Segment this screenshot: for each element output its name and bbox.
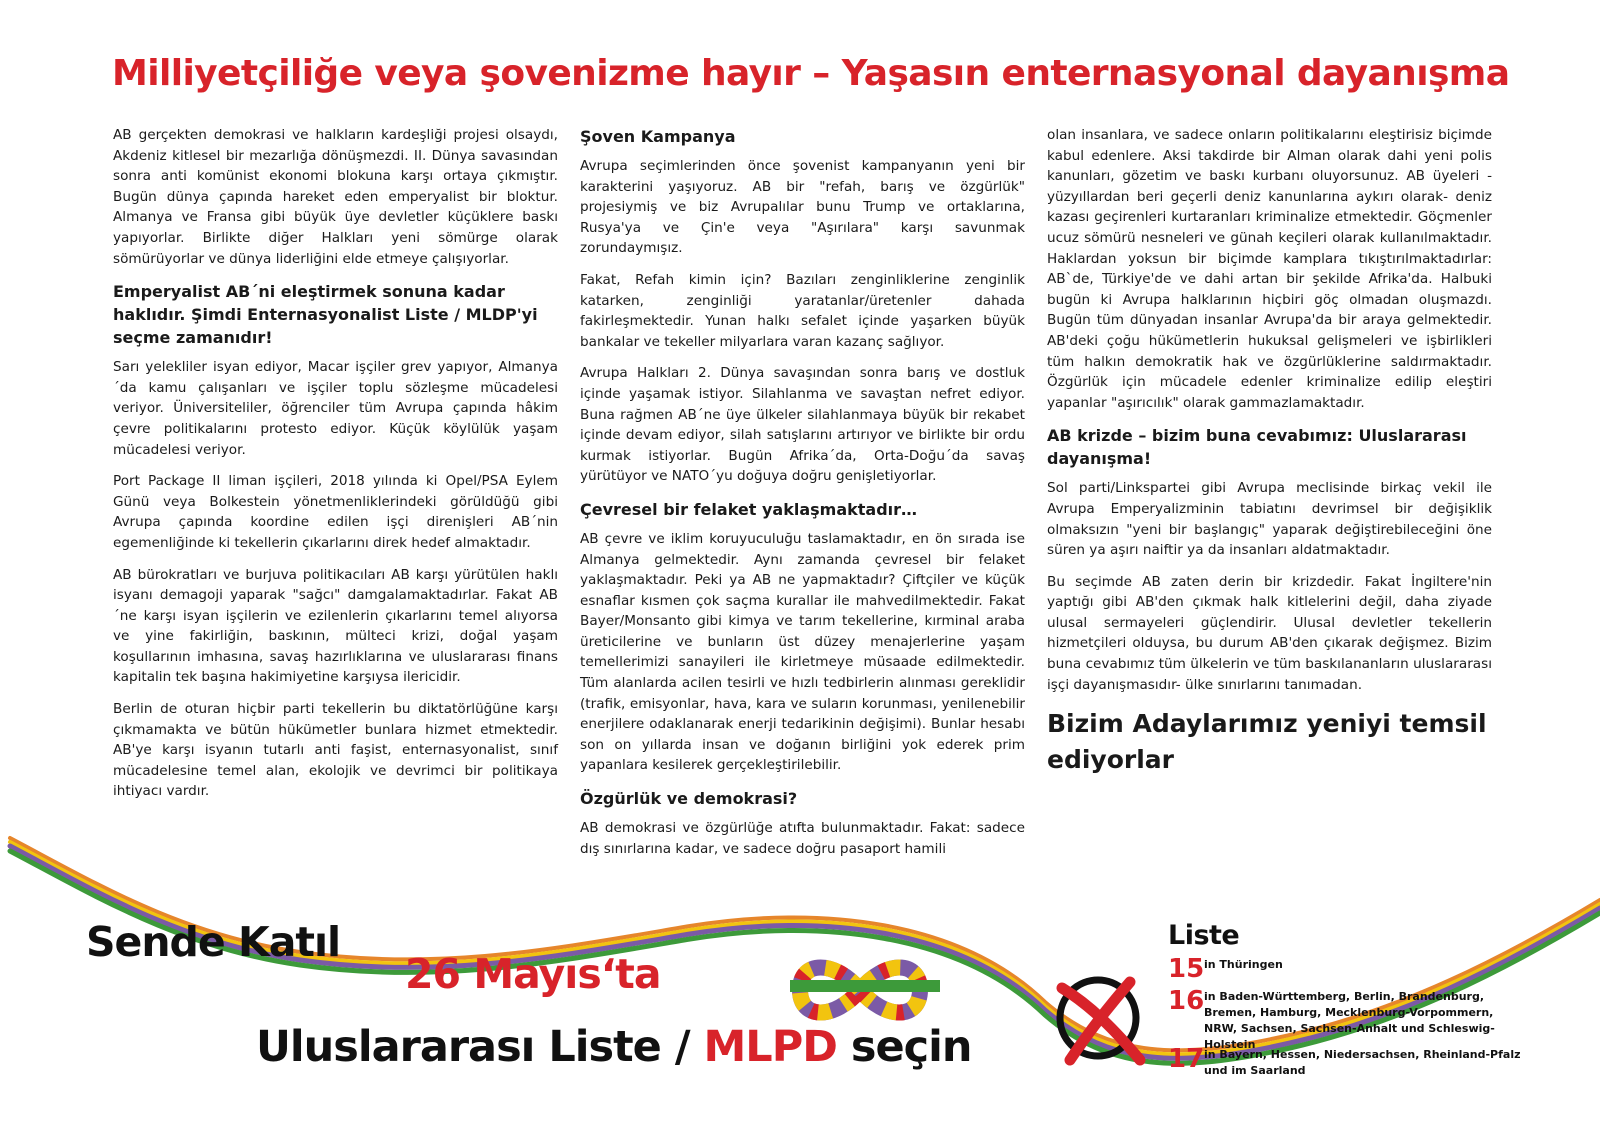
liste-item — [1168, 956, 1524, 982]
infinity-knot-logo — [790, 968, 940, 1013]
candidates-heading: Bizim Adaylarımız yeniyi temsil ediyorlar — [1047, 709, 1487, 775]
election-date: 26 Mayıs‘ta — [405, 950, 661, 998]
section-heading: Çevresel bir felaket yaklaşmaktadır… — [580, 499, 918, 519]
paragraph: Port Package II liman işçileri, 2018 yılında ki Opel/PSA Eylem Günü veya Bolkestein yönetmenliklerindeki görüldüğü gibi Avrupa çapında koordine edilen işçi direnişleri AB´nin egemenliğinde ki tekellerin çıkarlarını direk hedef almaktadır. — [113, 473, 558, 551]
paragraph: Sarı yelekliler isyan ediyor, Macar işçiler grev yapıyor, Almanya´da kamu çalışanları ve işçiler toplu sözleşme mücadelesi veriyor. Üniversiteliler, öğrenciler tüm Avrupa çapında hâkim çevre politikalarını protesto ediyor. Küçük köylülük yaşam mücadelesi veriyor. — [113, 359, 558, 458]
liste-states: in Thüringen — [1204, 958, 1283, 971]
section-heading: Şoven Kampanya — [580, 127, 736, 146]
liste-number: 15 — [1168, 954, 1205, 984]
section-heading: AB krizde – bizim buna cevabımız: Uluslararası dayanışma! — [1047, 426, 1467, 469]
paragraph: AB gerçekten demokrasi ve halkların kardeşliği projesi olsaydı, Akdeniz kitlesel bir mezarlığa dönüşmezdi. II. Dünya savasından sonra anti komünist ekonomi blokuna karşı ortaya çıkmıştır. Bugün dünya çapında hareket eden emperyalist bir bloktur. Almanya ve Fransa gibi büyük üye devletler küçüklere baskı yapıyorlar. Birlikte diğer Halkları yeni sömürge olarak sömürüyorlar ve dünya liderliğini elde etmeye çalışıyorlar. — [113, 127, 558, 267]
paragraph: Avrupa seçimlerinden önce şovenist kampanyanın yeni bir karakterini yaşıyoruz. AB bir "refah, barış ve özgürlük" projesiymiş ve biz Avrupalılar bunu Trump ve ortaklarına, Rusya'ya ve Çin'e veya "Aşırılara" karşı savunmak zorundaymışız. — [580, 158, 1025, 257]
paragraph: olan insanlara, ve sadece onların politikalarını eleştirisiz biçimde kabul edenlere. Aksi takdirde bir Alman olarak dahi yeni polis kanunları, gözetim ve baskı kurbanı oluyorsunuz. AB üyeleri -yüzyıllardan beri geçerli deniz kanunlarına aykırı olarak- deniz kazası geçirenleri kurtaranları kriminalize etmektedir. Göçmenler ucuz sömürü nesneleri ve günah keçileri olarak kullanılmaktadır. Haklardan yoksun bir biçimde kamplara tıkıştırılmaktadırlar: AB`de, Türkiye'de ve dahi artan bir şekilde Afrika'da. Halbuki bugün ki Avrupa halklarının hiçbiri göç olmadan oluşmazdı. Bugün tüm dünyadan insanlar Avrupa'da bir araya gelmektedir. AB'deki çoğu hükümetlerin hukuksal gelişmeleri ve işbirlikleri tüm halkın demokratik hak ve özgürlüklerine saldırmaktadır. Özgürlük için mücadele edenler kriminalize edilip eleştiri yapanlar "aşırıcılık" olarak gammazlamaktadır. — [1047, 127, 1492, 411]
paragraph: Berlin de oturan hiçbir parti tekellerin bu diktatörlüğüne karşı çıkmamakta ve bütün hükümetler bunlara hizmet etmektedir. AB'ye karşı isyanın tutarlı anti faşist, enternasyonalist, sınıf mücadelesine temel alan, ekolojik ve devrimci bir politikaya ihtiyacı vardır. — [113, 701, 558, 800]
liste-number: 16 — [1168, 986, 1205, 1016]
paragraph: Fakat, Refah kimin için? Bazıları zenginliklerine zenginlik katarken, zenginliği yaratanlar/üretenler dahada fakirleşmektedir. Yunan halkı sefalet içinde yaşarken büyük bankalar ve tekeller milyarlara varan kazanç sağlıyor. — [580, 271, 1025, 350]
join-slogan: Sende Katıl — [86, 918, 341, 966]
paragraph: AB bürokratları ve burjuva politikacıları AB karşı yürütülen haklı isyanı demagoji yaparak "sağcı" damgalamaktadırlar. Fakat AB´ne karşı isyan işçilerin ve ezilenlerin çıkarlarını temel alıyorsa ve yine fakirliğin, baskının, mülteci krizi, doğal yaşam koşullarının imhasına, savaş hazırlıklarına ve uluslararası finans kapitalin tek başına hakimiyetine karşıysa ilericidir. — [113, 566, 558, 686]
paragraph: AB çevre ve iklim koruyuculuğu taslamaktadır, en ön sırada ise Almanya gelmektedir. Aynı zamanda çevresel bir felaket yaklaşmaktadır. Peki ya AB ne yapmaktadır? Çiftçiler ve küçük esnaflar kısmen çok saçma kurallar ile mahvedilmektedir. Fakat Bayer/Monsanto gibi kimya ve tarım tekellerine, kırminal araba üreticilerine ve bunların üst düzey menajerlerine yaşam temellerimizi sanayileri ile kirletmeye müsaade edilmektedir. Tüm alanlarda acilen tesirli ve hızlı tedbirlerin alınması gereklidir (trafik, emisyonlar, hava, kara ve suların korunması, yenilenebilir enerjilere odaklanarak enerji tedarikinin değişimi). Bunlar hesabı son on yıllarda insan ve doğanın birliğini yok ederek prim yapanlara kesilerek gerçekleştirilebilir. — [580, 530, 1025, 774]
liste-item — [1168, 1046, 1524, 1079]
liste-states: in Bayern, Hessen, Niedersachsen, Rheinland-Pfalz und im Saarland — [1204, 1048, 1521, 1077]
liste-item — [1168, 988, 1524, 1053]
vote-slogan — [256, 1022, 972, 1072]
section-heading: Emperyalist AB´ni eleştirmek sonuna kadar haklıdır. Şimdi Enternasyonalist Liste / MLDP'yi seçme zamanıdır! — [113, 282, 538, 348]
slogan-slash: / — [674, 1022, 690, 1072]
slogan-part: seçin — [850, 1022, 972, 1072]
slogan-party: MLPD — [703, 1022, 837, 1072]
column-3 — [1047, 125, 1492, 778]
page-title: Milliyetçiliğe veya şovenizme hayır – Yaşasın enternasyonal dayanışma — [112, 53, 1510, 94]
paragraph: Avrupa Halkları 2. Dünya savaşından sonra barış ve dostluk içinde yaşamak istiyor. Silahlanma ve savaştan nefret ediyor. Buna rağmen AB´ne üye ülkeler silahlanmaya büyük bir rekabet içinde devam ediyor, silah satışlarını artırıyor ve birlikte bir ordu kurmak istiyorlar. Bugün Afrika´da, Orta-Doğu´da savaş yürütüyor ve NATO´yu doğuya doğru genişletiyorlar. — [580, 365, 1025, 485]
liste-number: 17 — [1168, 1044, 1205, 1074]
liste-states: in Baden-Württemberg, Berlin, Brandenburg, Bremen, Hamburg, Mecklenburg-Vorpommern, NRW, Sachsen, Sachsen-Anhalt und Schleswig-Holstein — [1204, 990, 1495, 1051]
paragraph: AB demokrasi ve özgürlüğe atıfta bulunmaktadır. Fakat: sadece dış sınırlarına kadar, ve sadece doğru pasaport hamili — [580, 820, 1025, 857]
paragraph: Sol parti/Linkspartei gibi Avrupa meclisinde birkaç vekil ile Avrupa Emperyalizminin tabiatını devrimsel bir değişiklik olmaksızın "yeni bir başlangıç" yaparak değiştirebileceğini öne süren ya aşırı naiftir ya da insanları aldatmaktadır. — [1047, 480, 1492, 559]
section-heading: Özgürlük ve demokrasi? — [580, 789, 798, 809]
column-1 — [113, 125, 558, 813]
column-2 — [580, 125, 1025, 870]
slogan-part: Uluslararası Liste — [256, 1022, 661, 1072]
liste-heading: Liste — [1168, 920, 1240, 951]
paragraph: Bu seçimde AB zaten derin bir krizdedir. Fakat İngiltere'nin yaptığı gibi AB'den çıkmak halk kitlelerini değil, daha ziyade ulusal sermayeleri güçlendirir. Ulusal devletler tekellerin hizmetçileri olduysa, bu durum AB'den çıkarak değişmez. Bizim buna cevabımız tüm ülkelerin ve tüm baskılananların uluslararası işçi dayanışmasıdır- ülke sınırlarını tanımadan. — [1047, 573, 1492, 693]
